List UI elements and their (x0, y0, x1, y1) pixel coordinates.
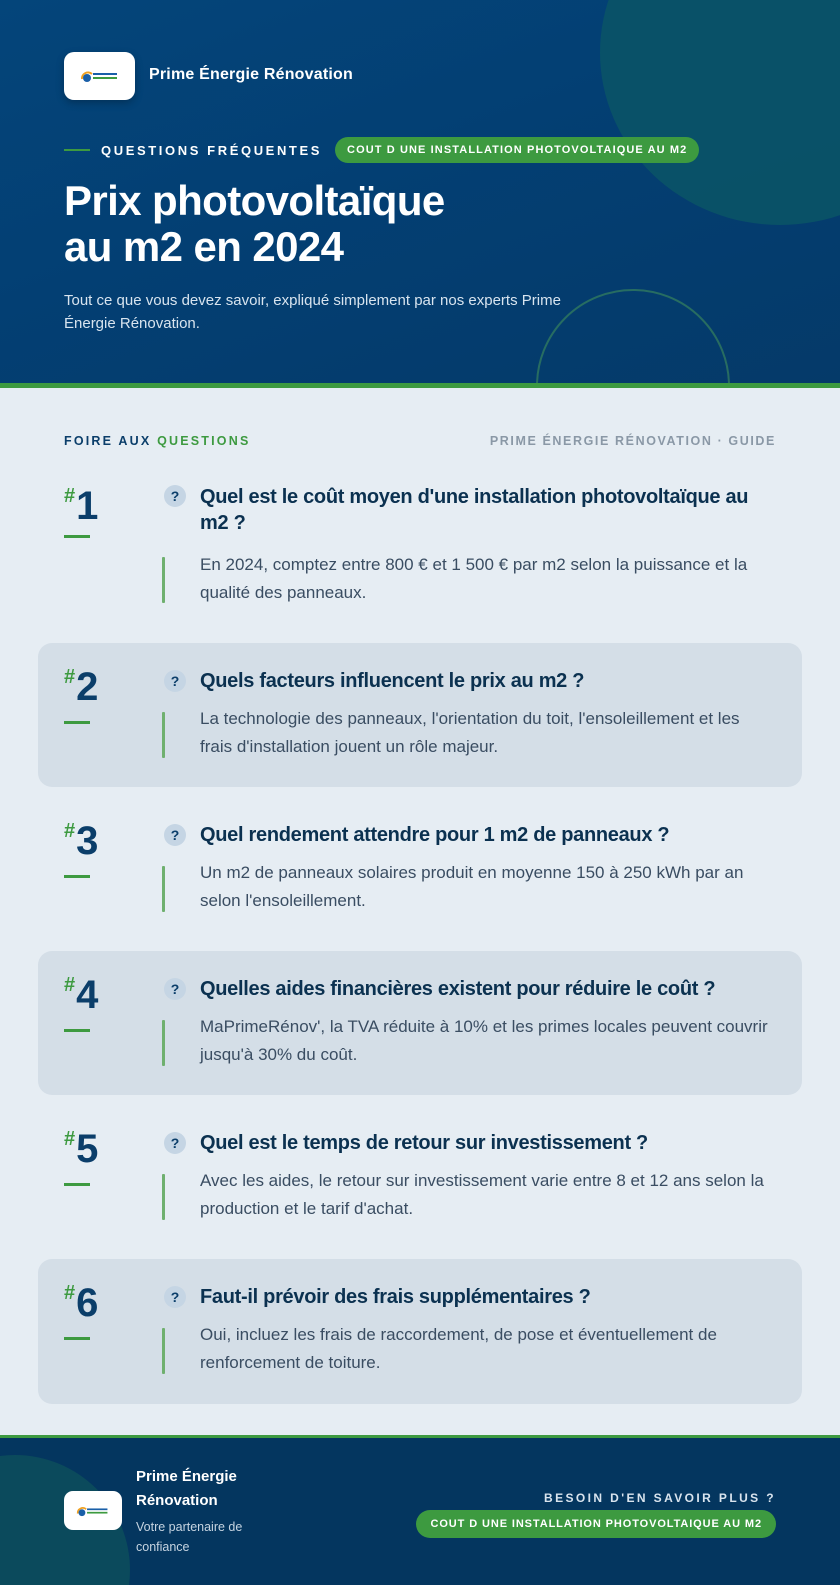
faq-item (38, 474, 802, 624)
brand-logo[interactable] (64, 52, 135, 100)
page-subtitle: Tout ce que vous devez savoir, expliqué simplement par nos experts Prime Énergie Rénovation. (64, 292, 561, 332)
faq-item (38, 1259, 802, 1404)
decorative-circle (600, 0, 840, 225)
topic-badge[interactable]: COUT D UNE INSTALLATION PHOTOVOLTAIQUE AU M2 (335, 137, 699, 163)
faq-item (38, 643, 802, 787)
faq-number-underline (64, 875, 90, 878)
footer-accent-line (0, 1435, 840, 1438)
eyebrow-label: QUESTIONS FRÉQUENTES (101, 142, 323, 158)
answer-accent-bar (162, 1174, 165, 1220)
header-accent-bar (0, 383, 840, 388)
page-title (64, 178, 564, 270)
faq-answer: Oui, incluez les frais de raccordement, de pose et éventuellement de renforcement de toiture. (200, 1325, 717, 1372)
faq-question[interactable]: Quel est le temps de retour sur investissement ? (200, 1132, 648, 1154)
faq-item (38, 797, 802, 941)
footer-tagline: Votre partenaire de confiance (136, 1520, 243, 1554)
footer-topic-button[interactable]: COUT D UNE INSTALLATION PHOTOVOLTAIQUE AU M2 (416, 1510, 776, 1538)
section-label-main: FOIRE AUX (64, 434, 158, 448)
faq-number: #1 (64, 484, 99, 528)
faq-number: #4 (64, 973, 99, 1017)
faq-question[interactable]: Quels facteurs influencent le prix au m2 ? (200, 670, 585, 692)
faq-number-underline (64, 535, 90, 538)
question-icon: ? (164, 485, 186, 507)
faq-answer: La technologie des panneaux, l'orientation du toit, l'ensoleillement et les frais d'installation jouent un rôle majeur. (200, 709, 740, 756)
answer-accent-bar (162, 866, 165, 912)
faq-number: #5 (64, 1127, 99, 1171)
faq-answer: En 2024, comptez entre 800 € et 1 500 € par m2 selon la puissance et la qualité des panneaux. (200, 555, 748, 602)
faq-answer: Avec les aides, le retour sur investissement varie entre 8 et 12 ans selon la production et le tarif d'achat. (200, 1171, 764, 1218)
faq-number: #2 (64, 665, 99, 709)
faq-number-underline (64, 721, 90, 724)
question-icon: ? (164, 1132, 186, 1154)
answer-accent-bar (162, 1020, 165, 1066)
section-guide-label: PRIME ÉNERGIE RÉNOVATION · GUIDE (489, 434, 776, 448)
section-label (64, 434, 251, 448)
eyebrow (64, 137, 699, 163)
logo-icon (76, 1505, 110, 1517)
faq-number-underline (64, 1337, 90, 1340)
answer-accent-bar (162, 557, 165, 603)
question-icon: ? (164, 670, 186, 692)
answer-accent-bar (162, 712, 165, 758)
faq-item (38, 1105, 802, 1249)
faq-number: #6 (64, 1281, 99, 1325)
faq-question[interactable]: Quel rendement attendre pour 1 m2 de panneaux ? (200, 824, 670, 846)
question-icon: ? (164, 1286, 186, 1308)
faq-number: #3 (64, 819, 99, 863)
faq-question[interactable]: Faut-il prévoir des frais supplémentaires ? (200, 1286, 591, 1308)
footer-cta-label: BESOIN D'EN SAVOIR PLUS ? (544, 1491, 776, 1505)
title-line-2: au m2 en 2024 (64, 223, 344, 270)
faq-item (38, 951, 802, 1095)
eyebrow-line (64, 149, 90, 151)
faq-question[interactable]: Quel est le coût moyen d'une installation photovoltaïque au m2 ? (200, 486, 749, 534)
logo-icon (80, 69, 120, 83)
brand-name: Prime Énergie Rénovation (149, 66, 353, 83)
faq-number-underline (64, 1183, 90, 1186)
faq-question[interactable]: Quelles aides financières existent pour réduire le coût ? (200, 978, 716, 1000)
faq-number-underline (64, 1029, 90, 1032)
answer-accent-bar (162, 1328, 165, 1374)
footer-brand: Prime Énergie Rénovation (136, 1468, 237, 1509)
section-label-accent: QUESTIONS (157, 434, 251, 448)
footer-logo[interactable] (64, 1491, 122, 1530)
question-icon: ? (164, 824, 186, 846)
footer (0, 1435, 840, 1585)
hero-header (0, 0, 840, 383)
faq-answer: Un m2 de panneaux solaires produit en moyenne 150 à 250 kWh par an selon l'ensoleillement. (200, 863, 744, 910)
title-line-1: Prix photovoltaïque (64, 177, 445, 224)
question-icon: ? (164, 978, 186, 1000)
faq-answer: MaPrimeRénov', la TVA réduite à 10% et les primes locales peuvent couvrir jusqu'à 30% du coût. (200, 1017, 768, 1064)
